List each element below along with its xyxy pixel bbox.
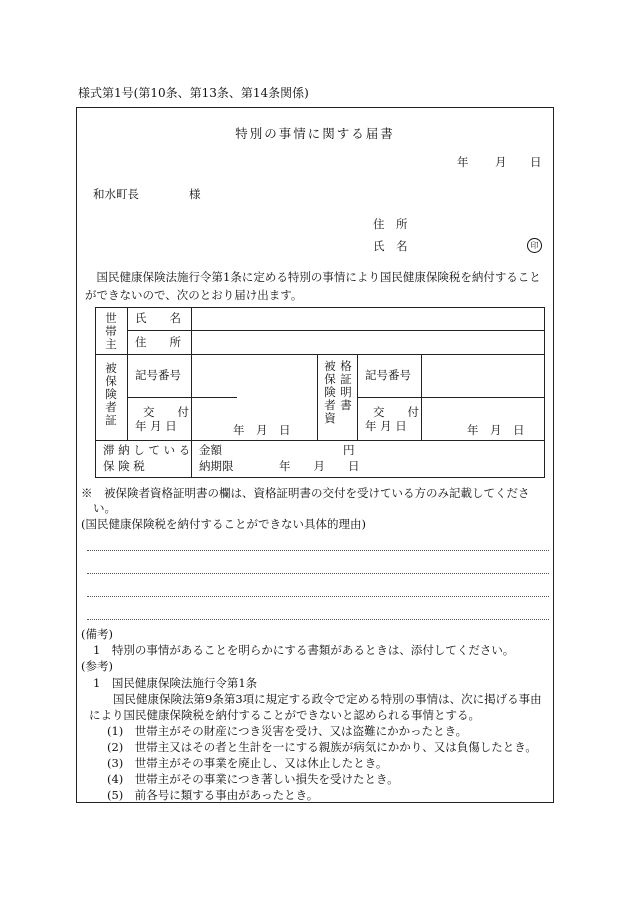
amount-unit: 円 [343,443,355,457]
amount-label: 金額 [199,443,222,457]
reference-heading: (参考) [81,659,113,673]
date-year: 年 [457,155,469,169]
date-day: 日 [530,155,542,169]
date-month: 月 [495,155,507,169]
issue-date-label-2: 年 月 日 [135,419,177,433]
applicant-name-label: 氏 名 [373,239,408,253]
form-number: 様式第1号(第10条、第13条、第14条関係) [78,86,309,100]
reference-subitem: (4) 世帯主がその事業につき著しい損失を受けたとき。 [107,772,399,786]
reason-heading: (国民健康保険税を納付することができない具体的理由) [81,517,366,531]
form-frame [76,107,554,803]
delinquent-label-2: 保 険 税 [103,459,145,473]
qualification-cert-header-col1: 被保険者資 [324,359,336,425]
deadline-label: 納期限 [199,459,234,473]
issue-date-value-1: 年 月 日 [233,423,291,437]
note-asterisk-line-2: い。 [93,501,116,515]
symbol-number-label-2: 記号番号 [365,368,411,382]
qualification-cert-header-col2: 格証明書 [340,359,352,412]
addressee-honorific: 様 [189,187,201,201]
symbol-number-label: 記号番号 [135,368,181,382]
issue-date-value-2: 年 月 日 [467,423,525,437]
remarks-heading: (備考) [81,627,113,641]
reference-subitem: (5) 前各号に類する事由があったとき。 [107,788,319,802]
reference-subitem: (1) 世帯主がその財産につき災害を受け、又は盗難にかかったとき。 [107,724,468,738]
reference-item-1: 1 国民健康保険法施行令第1条 [93,676,258,690]
applicant-address-label: 住 所 [373,217,408,231]
addressee-name: 和水町長 [93,187,139,201]
delinquent-label-1: 滞 納 し て い る [103,443,191,457]
reference-subitem: (3) 世帯主がその事業を廃止し、又は休止したとき。 [107,756,388,770]
reason-line[interactable] [87,550,549,551]
reference-body-line-2: により国民健康保険税を納付することができないと認められる事情とする。 [89,708,480,722]
reference-subitem: (2) 世帯主又はその者と生計を一にする親族が病気にかかり、又は負傷したとき。 [107,740,537,754]
reference-body-line-1: 国民健康保険法第9条第3項に規定する政令で定める特別の事情は、次に掲げる事由 [113,692,542,706]
note-asterisk-line-1: ※ 被保険者資格証明書の欄は、資格証明書の交付を受けている方のみ記載してくださ [81,486,530,500]
deadline-value: 年 月 日 [279,459,360,473]
insured-cert-header: 被保険者証 [105,361,117,427]
form-title: 特別の事情に関する届書 [235,126,395,141]
reason-line[interactable] [87,596,549,597]
issue-date-label-1: 交 付 [143,405,189,419]
reason-line[interactable] [87,573,549,574]
info-table [95,307,545,477]
reason-line[interactable] [87,619,549,620]
remarks-item-1: 1 特別の事情があることを明らかにする書類があるときは、添付してください。 [93,643,515,657]
seal-mark: 印 [527,238,542,253]
issue-date-label-4: 年 月 日 [365,419,407,433]
householder-header: 世帯主 [105,311,117,351]
statement-paragraph: 国民健康保険法施行令第1条に定める特別の事情により国民健康保険税を納付することができないので、次のとおり届け出ます。 [85,270,541,302]
address-label: 住 所 [135,335,181,349]
name-label: 氏 名 [135,311,181,325]
issue-date-label-3: 交 付 [373,405,419,419]
